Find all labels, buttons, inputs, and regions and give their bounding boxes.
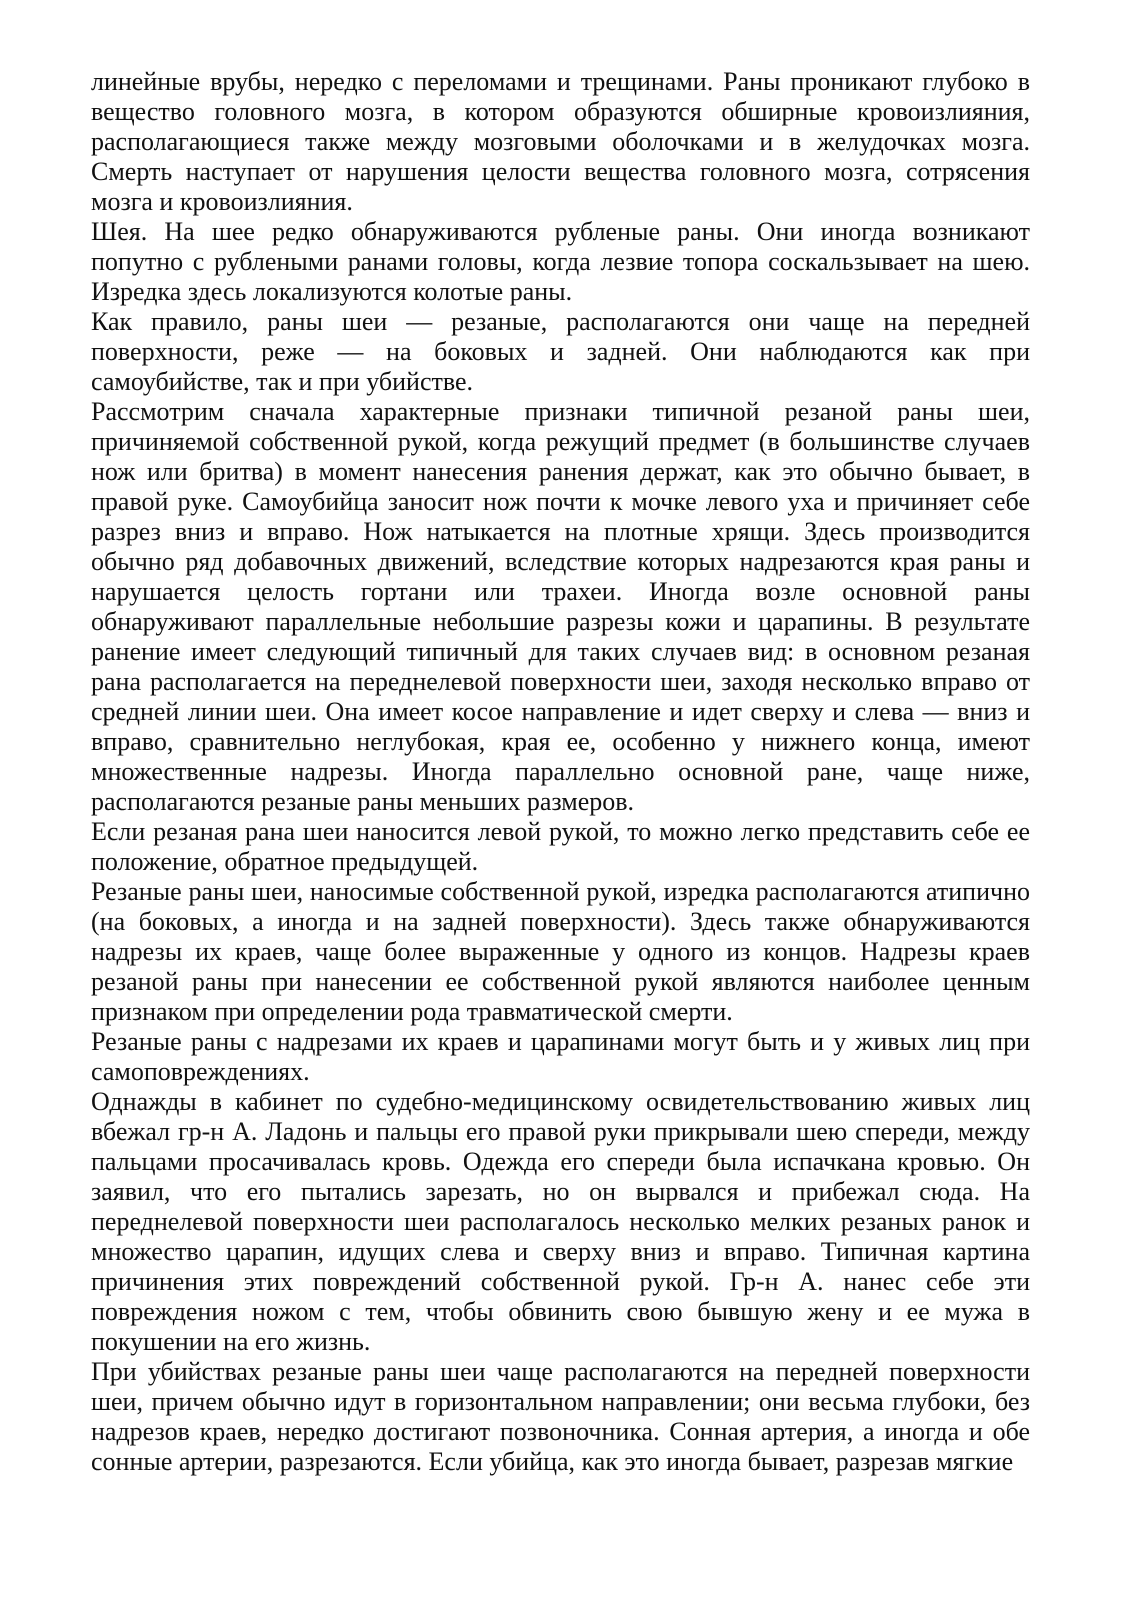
paragraph-8: Однажды в кабинет по судебно-медицинскому освидетельствованию живых лиц вбежал гр-н А. Ладонь и пальцы его правой руки прикрывали шею спереди, между пальцами просачивалась кровь. Одежда его спереди была испачкана кровью. Он заявил, что его пытались зарезать, но он вырвался и прибежал сюда. На переднелевой поверхности шеи располагалось несколько мелких резаных ранок и множество царапин, идущих слева и сверху вниз и вправо. Типичная картина причинения этих повреждений собственной рукой. Гр-н А. нанес себе эти повреждения ножом с тем, чтобы обвинить свою бывшую жену и ее мужа в покушении на его жизнь.	[91, 1087, 1030, 1356]
paragraph-1: линейные врубы, нередко с переломами и трещинами. Раны проникают глубоко в вещество головного мозга, в котором образуются обширные кровоизлияния, располагающиеся также между мозговыми оболочками и в желудочках мозга. Смерть наступает от нарушения целости вещества головного мозга, сотрясения мозга и кровоизлияния.	[91, 67, 1030, 216]
paragraph-6: Резаные раны шеи, наносимые собственной рукой, изредка располагаются атипично (на боковых, а иногда и на задней поверхности). Здесь также обнаруживаются надрезы их краев, чаще более выраженные у одного из концов. Надрезы краев резаной раны при нанесении ее собственной рукой являются наиболее ценным признаком при определении рода травматической смерти.	[91, 877, 1030, 1026]
paragraph-9: При убийствах резаные раны шеи чаще располагаются на передней поверхности шеи, причем обычно идут в горизонтальном направлении; они весьма глубоки, без надрезов краев, нередко достигают позвоночника. Сонная артерия, а иногда и обе сонные артерии, разрезаются. Если убийца, как это иногда бывает, разрезав мягкие	[91, 1357, 1030, 1476]
paragraph-2: Шея. На шее редко обнаруживаются рубленые раны. Они иногда возникают попутно с рублеными ранами головы, когда лезвие топора соскальзывает на шею. Изредка здесь локализуются колотые раны.	[91, 217, 1030, 306]
paragraph-7: Резаные раны с надрезами их краев и царапинами могут быть и у живых лиц при самоповреждениях.	[91, 1027, 1030, 1086]
paragraph-4: Рассмотрим сначала характерные признаки типичной резаной раны шеи, причиняемой собственной рукой, когда режущий предмет (в большинстве случаев нож или бритва) в момент нанесения ранения держат, как это обычно бывает, в правой руке. Самоубийца заносит нож почти к мочке левого уха и причиняет себе разрез вниз и вправо. Нож натыкается на плотные хрящи. Здесь производится обычно ряд добавочных движений, вследствие которых надрезаются края раны и нарушается целость гортани или трахеи. Иногда возле основной раны обнаруживают параллельные небольшие разрезы кожи и царапины. В результате ранение имеет следующий типичный для таких случаев вид: в основном резаная рана располагается на переднелевой поверхности шеи, заходя несколько вправо от средней линии шеи. Она имеет косое направление и идет сверху и слева — вниз и вправо, сравнительно неглубокая, края ее, особенно у нижнего конца, имеют множественные надрезы. Иногда параллельно основной ране, чаще ниже, располагаются резаные раны меньших размеров.	[91, 397, 1030, 816]
paragraph-3: Как правило, раны шеи — резаные, располагаются они чаще на передней поверхности, реже — на боковых и задней. Они наблюдаются как при самоубийстве, так и при убийстве.	[91, 307, 1030, 396]
paragraph-5: Если резаная рана шеи наносится левой рукой, то можно легко представить себе ее положение, обратное предыдущей.	[91, 817, 1030, 876]
document-page	[91, 67, 1030, 1477]
